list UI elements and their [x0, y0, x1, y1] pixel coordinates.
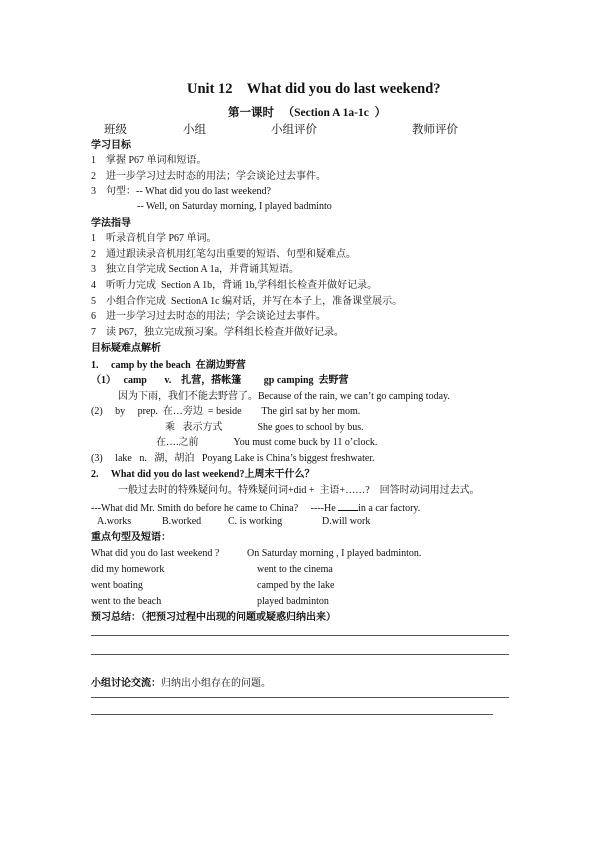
- point-2: 2. What did you do last weekend?上周末干什么？: [91, 469, 315, 480]
- method-item: 7 读 P67，独立完成预习案。学科组长检查并做好记录。: [91, 327, 345, 338]
- phrase-right: played badminton: [257, 596, 329, 607]
- header-group-eval: 小组评价: [271, 124, 317, 136]
- phrase-left: did my homework: [91, 564, 165, 575]
- phrase-right: went to the cinema: [257, 564, 333, 575]
- header-class: 班级: [104, 124, 127, 136]
- method-item: 4 听听力完成 Section A 1b，背诵 1b,学科组长检查并做好记录。: [91, 280, 378, 291]
- answer-line[interactable]: [91, 654, 509, 655]
- point-2-question: [91, 501, 420, 515]
- phrases-heading: 重点句型及短语：: [91, 532, 171, 543]
- answer-line[interactable]: [91, 635, 509, 636]
- goal-item: -- Well, on Saturday morning, I played badminto: [137, 201, 332, 212]
- method-item: 3 独立自学完成 Section A 1a，并背诵其短语。: [91, 264, 300, 275]
- question-text: ---What did Mr. Smith do before he came to China? ----He: [91, 503, 339, 514]
- option-a[interactable]: A.works: [97, 516, 132, 527]
- point-1-camp: （1） camp v. 扎营，搭帐篷 gp camping 去野营: [91, 375, 349, 386]
- goal-item: 1 掌握 P67 单词和短语。: [91, 155, 207, 166]
- preview-summary: [91, 612, 336, 624]
- point-2-description: 一般过去时的特殊疑问句。特殊疑问词+did + 主语+……? 回答时动词用过去式。: [118, 485, 480, 496]
- phrase-left: went to the beach: [91, 596, 162, 607]
- lesson-subtitle: 第一课时 （Section A 1a-1c ）: [228, 107, 387, 119]
- analysis-heading: 目标疑难点解析: [91, 343, 161, 354]
- phrase-right: On Saturday morning , I played badminton.: [247, 548, 422, 559]
- question-text-end: in a car factory.: [358, 503, 421, 514]
- methods-heading: 学法指导: [91, 218, 131, 229]
- document-title: Unit 12 What did you do last weekend?: [187, 81, 441, 97]
- method-item: 5 小组合作完成 SectionA 1c 编对话，并写在本子上，准备课堂展示。: [91, 296, 403, 307]
- answer-blank[interactable]: [338, 501, 358, 511]
- answer-line[interactable]: [91, 714, 493, 715]
- header-teacher-eval: 教师评价: [412, 124, 458, 136]
- option-c[interactable]: C. is working: [228, 516, 283, 527]
- header-group: 小组: [183, 124, 206, 136]
- point-1-camp-example: 因为下雨，我们不能去野营了。Because of the rain, we can’t go camping today.: [118, 391, 450, 402]
- preview-summary-note: （把预习过程中出现的问题或疑惑归纳出来）: [141, 612, 336, 623]
- option-b[interactable]: B.worked: [162, 516, 202, 527]
- point-1-by-means: 乘 表示方式 She goes to school by bus.: [165, 422, 364, 433]
- group-discussion-note: 归纳出小组存在的问题。: [161, 678, 271, 689]
- phrase-right: camped by the lake: [257, 580, 335, 591]
- point-1-lake: (3) lake n. 湖，胡泊 Poyang Lake is China’s biggest freshwater.: [91, 453, 375, 464]
- phrase-left: went boating: [91, 580, 143, 591]
- method-item: 2 通过跟读录音机用红笔勾出重要的短语、句型和疑难点。: [91, 249, 356, 260]
- group-discussion: [91, 678, 271, 690]
- preview-summary-label: 预习总结：: [91, 612, 141, 623]
- option-d[interactable]: D.will work: [322, 516, 371, 527]
- goal-item: 2 进一步学习过去时态的用法；学会谈论过去事件。: [91, 171, 326, 182]
- point-1-by: (2) by prep. 在…旁边 = beside The girl sat by her mom.: [91, 406, 361, 417]
- answer-line[interactable]: [91, 697, 509, 698]
- goals-heading: 学习目标: [91, 140, 131, 151]
- point-1-by-before: 在….之前 You must come buck by 11 o’clock.: [156, 437, 378, 448]
- group-discussion-label: 小组讨论交流：: [91, 678, 161, 689]
- point-1: 1. camp by the beach 在湖边野营: [91, 360, 246, 371]
- method-item: 1 听录音机自学 P67 单词。: [91, 233, 217, 244]
- goal-item: 3 句型：-- What did you do last weekend?: [91, 186, 271, 197]
- method-item: 6 进一步学习过去时态的用法；学会谈论过去事件。: [91, 311, 326, 322]
- phrase-left: What did you do last weekend ?: [91, 548, 220, 559]
